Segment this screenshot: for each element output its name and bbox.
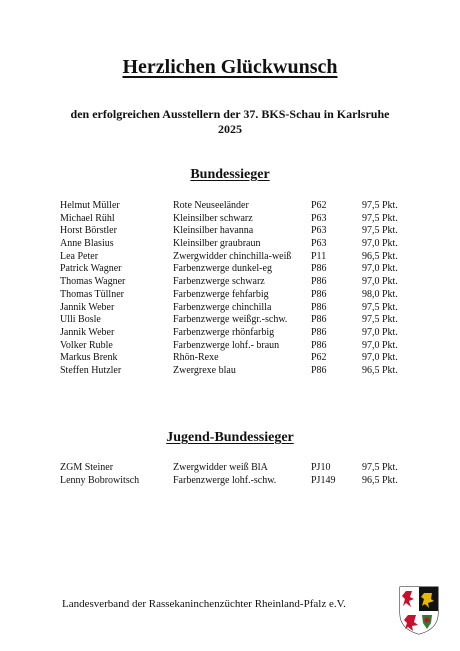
class-code: P86 bbox=[311, 263, 327, 275]
score: 97,0 Pkt. bbox=[362, 263, 398, 275]
score: 97,0 Pkt. bbox=[362, 326, 398, 338]
section-heading-jugend-bundessieger: Jugend-Bundessieger bbox=[166, 430, 294, 445]
score: 96,5 Pkt. bbox=[362, 250, 398, 262]
list-item bbox=[60, 289, 410, 302]
list-item bbox=[60, 238, 410, 251]
score: 97,0 Pkt. bbox=[362, 339, 398, 351]
score: 97,0 Pkt. bbox=[362, 352, 398, 364]
breed: Farbenzwerge dunkel-eg bbox=[173, 263, 272, 275]
page-title: Herzlichen Glückwunsch bbox=[122, 56, 338, 78]
list-item bbox=[60, 225, 410, 238]
list-item bbox=[60, 475, 410, 488]
section-heading-bundessieger: Bundessieger bbox=[190, 167, 270, 182]
list-item bbox=[60, 213, 410, 226]
list-item bbox=[60, 365, 410, 378]
list-item bbox=[60, 200, 410, 213]
list-item bbox=[60, 352, 410, 365]
winner-name: Michael Rühl bbox=[60, 212, 115, 224]
score: 96,5 Pkt. bbox=[362, 474, 398, 486]
score: 96,5 Pkt. bbox=[362, 364, 398, 376]
class-code: P63 bbox=[311, 225, 327, 237]
breed: Farbenzwerge chinchilla bbox=[173, 301, 272, 313]
list-item bbox=[60, 251, 410, 264]
list-item bbox=[60, 340, 410, 353]
class-code: P86 bbox=[311, 314, 327, 326]
bundessieger-list bbox=[60, 200, 410, 378]
rheinland-pfalz-crest-icon bbox=[398, 585, 440, 635]
class-code: P86 bbox=[311, 276, 327, 288]
class-code: P63 bbox=[311, 238, 327, 250]
list-item bbox=[60, 276, 410, 289]
breed: Kleinsilber havanna bbox=[173, 225, 254, 237]
footer-association-name: Landesverband der Rassekaninchenzüchter Rheinland-Pfalz e.V. bbox=[62, 598, 346, 610]
score: 98,0 Pkt. bbox=[362, 288, 398, 300]
winner-name: Thomas Tüllner bbox=[60, 288, 124, 300]
jugend-bundessieger-list bbox=[60, 462, 410, 487]
class-code: PJ10 bbox=[311, 462, 331, 473]
breed: Kleinsilber graubraun bbox=[173, 238, 261, 250]
breed: Zwergwidder chinchilla-weiß bbox=[173, 250, 292, 262]
winner-name: Jannik Weber bbox=[60, 326, 115, 338]
winner-name: Jannik Weber bbox=[60, 301, 115, 313]
breed: Farbenzwerge lohf.- braun bbox=[173, 339, 280, 351]
breed: Farbenzwerge schwarz bbox=[173, 276, 265, 288]
breed: Farbenzwerge weißgr.-schw. bbox=[173, 314, 288, 326]
breed: Farbenzwerge lohf.-schw. bbox=[173, 474, 277, 486]
breed: Farbenzwerge rhönfarbig bbox=[173, 326, 275, 338]
class-code: P62 bbox=[311, 352, 327, 364]
score: 97,5 Pkt. bbox=[362, 200, 398, 211]
winner-name: Markus Brenk bbox=[60, 352, 118, 364]
score: 97,0 Pkt. bbox=[362, 238, 398, 250]
score: 97,5 Pkt. bbox=[362, 314, 398, 326]
breed: Kleinsilber schwarz bbox=[173, 212, 253, 224]
winner-name: Ulli Bosle bbox=[60, 314, 101, 326]
breed: Zwergwidder weiß BlA bbox=[173, 462, 268, 473]
class-code: P11 bbox=[311, 250, 327, 262]
winner-name: Helmut Müller bbox=[60, 200, 120, 211]
list-item bbox=[60, 302, 410, 315]
list-item bbox=[60, 462, 410, 475]
winner-name: Lea Peter bbox=[60, 250, 99, 262]
winner-name: Patrick Wagner bbox=[60, 263, 122, 275]
score: 97,5 Pkt. bbox=[362, 225, 398, 237]
breed: Rhön-Rexe bbox=[173, 352, 219, 364]
class-code: P86 bbox=[311, 326, 327, 338]
list-item bbox=[60, 314, 410, 327]
winner-name: Anne Blasius bbox=[60, 238, 114, 250]
class-code: P86 bbox=[311, 288, 327, 300]
score: 97,5 Pkt. bbox=[362, 212, 398, 224]
winner-name: Thomas Wagner bbox=[60, 276, 126, 288]
class-code: P63 bbox=[311, 212, 327, 224]
subtitle bbox=[0, 107, 460, 137]
winner-name: ZGM Steiner bbox=[60, 462, 114, 473]
class-code: P86 bbox=[311, 339, 327, 351]
class-code: P86 bbox=[311, 301, 327, 313]
winner-name: Lenny Bobrowitsch bbox=[60, 474, 140, 486]
class-code: PJ149 bbox=[311, 474, 336, 486]
score: 97,5 Pkt. bbox=[362, 462, 398, 473]
class-code: P86 bbox=[311, 364, 327, 376]
breed: Rote Neuseeländer bbox=[173, 200, 249, 211]
score: 97,0 Pkt. bbox=[362, 276, 398, 288]
list-item bbox=[60, 263, 410, 276]
breed: Farbenzwerge fehfarbig bbox=[173, 288, 269, 300]
winner-name: Volker Ruble bbox=[60, 339, 113, 351]
list-item bbox=[60, 327, 410, 340]
subtitle-line-1: den erfolgreichen Ausstellern der 37. BKS-Schau in Karlsruhe bbox=[70, 107, 390, 121]
winner-name: Steffen Hutzler bbox=[60, 364, 122, 376]
subtitle-line-2: 2025 bbox=[218, 122, 242, 136]
breed: Zwergrexe blau bbox=[173, 364, 236, 376]
score: 97,5 Pkt. bbox=[362, 301, 398, 313]
class-code: P62 bbox=[311, 200, 327, 211]
winner-name: Horst Börstler bbox=[60, 225, 117, 237]
